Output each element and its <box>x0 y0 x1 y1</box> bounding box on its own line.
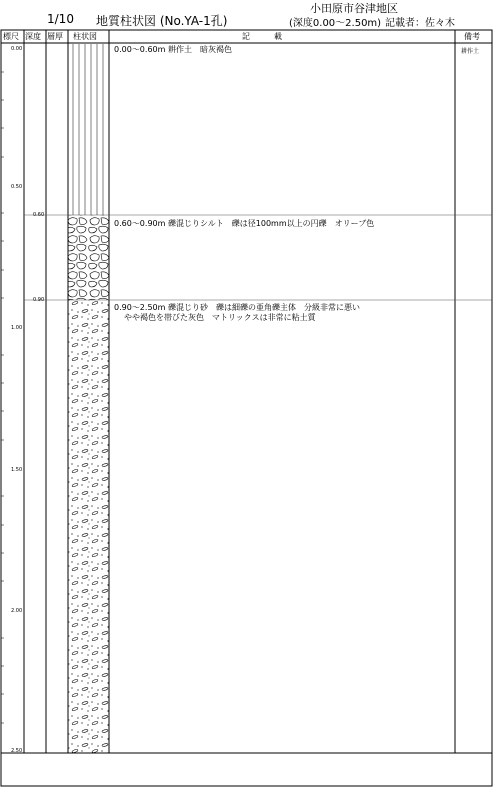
remark-text: 耕作土 <box>461 48 480 55</box>
col-scale-header: 標尺 <box>3 32 19 41</box>
gravel-sand-pattern <box>68 300 109 753</box>
location-label: 小田原市谷津地区 <box>310 2 398 15</box>
scale-label: 0.50 <box>11 184 23 190</box>
col-depth-header: 深度 <box>25 32 41 41</box>
layer-depth-label: 0.60 <box>33 212 45 218</box>
cobble-silt-pattern <box>68 215 109 300</box>
layer-depth-label: 0.90 <box>33 297 45 303</box>
page-title: 地質柱状図 (No.YA-1孔) <box>96 14 228 28</box>
layer-description-line: やや褐色を帯びた灰色 マトリックスは非常に粘土質 <box>124 313 316 322</box>
layer-description-line: 0.00～0.60m 耕作土 暗灰褐色 <box>114 45 232 54</box>
topsoil-pattern <box>73 44 103 215</box>
scale-label: 1.00 <box>11 325 23 331</box>
layer-description-1 <box>114 45 232 55</box>
col-log-header: 柱状図 <box>73 32 97 41</box>
layer-description-line: 0.60～0.90m 礫混じりシルト 礫は径100mm以上の円礫 オリーブ色 <box>114 219 375 228</box>
layer-description-line: 0.90～2.50m 礫混じり砂 礫は細礫の亜角礫主体 分級非常に悪い <box>114 303 360 312</box>
scale-label: 2.00 <box>11 608 23 614</box>
col-description-header: 記 載 <box>242 32 282 41</box>
scale-label: 1.50 <box>11 467 23 473</box>
col-thickness-header: 層厚 <box>47 32 63 41</box>
layer-description-2 <box>114 219 374 229</box>
scale-label: 2.50 <box>11 748 23 754</box>
depth-range-label: (深度0.00～2.50m) <box>289 18 382 29</box>
layer-description-3 <box>114 303 360 323</box>
recorder-label: 記載者：佐々木 <box>385 18 455 29</box>
scale-label: 0.00 <box>11 46 23 52</box>
scale-ratio: 1/10 <box>47 12 74 26</box>
col-remarks-header: 備考 <box>464 32 480 41</box>
